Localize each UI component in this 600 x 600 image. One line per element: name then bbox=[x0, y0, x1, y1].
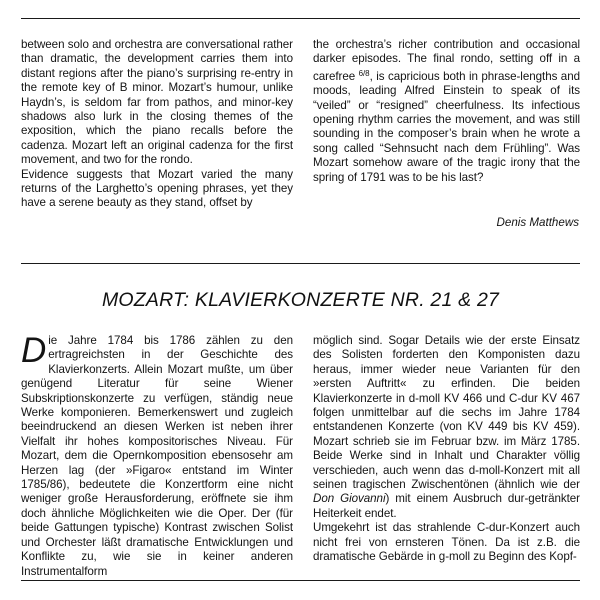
english-paragraph-2: Evidence suggests that Mozart varied the many returns of the Larghetto’s opening phrases, yet they have a serene beauty as they stand, offset by bbox=[21, 167, 293, 210]
german-paragraph-3: Umgekehrt ist das strahlende C-dur-Konzert auch nicht frei von ernsteren Tönen. Da ist z.B. die dramatische Gebärde in g-moll zu Beginn des Kopf- bbox=[313, 521, 580, 564]
german-paragraph-2 bbox=[313, 334, 580, 521]
english-paragraph-3 bbox=[313, 38, 580, 185]
text-run: the orchestra’s richer contribution and occasional darker episodes. The final rondo, setting off in a carefree bbox=[313, 38, 580, 83]
text-run: möglich sind. Sogar Details wie der erste Einsatz des Solisten forderten den Komponisten dazu heraus, immer wieder neue Varianten für den »ersten Auftritt« zu erfinden. Die beiden Klavierkonzerte in d-moll KV 466 und C-dur KV 467 folgen unmittelbar auf die sechs im Jahre 1784 entstandenen Konzerte (von KV 449 bis KV 459). Mozart schrieb sie im Februar bzw. im März 1785. Beide Werke sind in Inhalt und Charakter völlig verschieden, auch wenn das d-moll-Konzert mit all seinen tragischen Zwischentönen (ähnlich wie der bbox=[313, 334, 580, 492]
german-column-left bbox=[21, 331, 293, 579]
time-signature: 6/8 bbox=[358, 68, 370, 78]
text-run: ie Jahre 1784 bis 1786 zählen zu den ertragreichsten in der Geschichte des Klavierkonzerts. Allein Mozart mußte, um über genügend Literatur für seine Wiener Subskriptionskonzerte zu verfügen, ständig neue Werke komponieren. Bemerkenswert und zugleich beeindruckend an diesen Werken ist neben ihrer Vielfalt ihr hohes kompositorisches Niveau. Für Mozart, dem die Opernkomposition ebensosehr am Herzen lag (der »Figaro« entstand im Winter 1785/86), bedeutete die Konzertform eine nicht weniger große Herausforderung, eröffnete sie ihm doch ähnliche Möglichkeiten wie die Oper. Der (für beide Gattungen typische) Kontrast zwischen Solist und Orchester läßt dramatische Entwicklungen und Konflikte zu, wie sie in keiner anderen Instrumentalform bbox=[21, 334, 293, 578]
text-run: , is capricious both in phrase-lengths and moods, leading Alfred Einstein to speak of its “veiled” or “resigned” cheerfulness. Its infectious opening rhythm carries the movement, and was still sounding in the composer’s brain when he wrote a song called “Sehnsucht nach dem Frühling”. Was Mozart somehow aware of the tragic irony that the spring of 1791 was to be his last? bbox=[313, 69, 580, 184]
middle-rule bbox=[21, 263, 580, 264]
german-paragraph-1 bbox=[21, 331, 293, 579]
english-column-right bbox=[313, 38, 580, 185]
bottom-rule bbox=[21, 580, 580, 581]
author-signature: Denis Matthews bbox=[496, 216, 579, 229]
text-run: ) mit einem Ausbruch dur-getränkter Heiterkeit endet. bbox=[313, 492, 580, 520]
top-rule bbox=[21, 18, 580, 19]
section-heading: MOZART: KLAVIERKONZERTE NR. 21 & 27 bbox=[101, 289, 500, 311]
english-column-left bbox=[21, 38, 293, 211]
german-column-right bbox=[313, 334, 580, 565]
english-paragraph-1: between solo and orchestra are conversational rather than dramatic, the development carries them into distant regions after the piano’s surprising re-entry in the remote key of B minor. Mozart’s humour, unlike Haydn’s, is seldom far from pathos, and minor-key shadows also lurk in the closing themes of the exposition, which the piano recalls before the cadenza. Mozart left an original cadenza for the first movement, and two for the rondo. bbox=[21, 38, 293, 167]
drop-cap: D bbox=[21, 331, 47, 370]
italic-title: Don Giovanni bbox=[313, 492, 386, 506]
